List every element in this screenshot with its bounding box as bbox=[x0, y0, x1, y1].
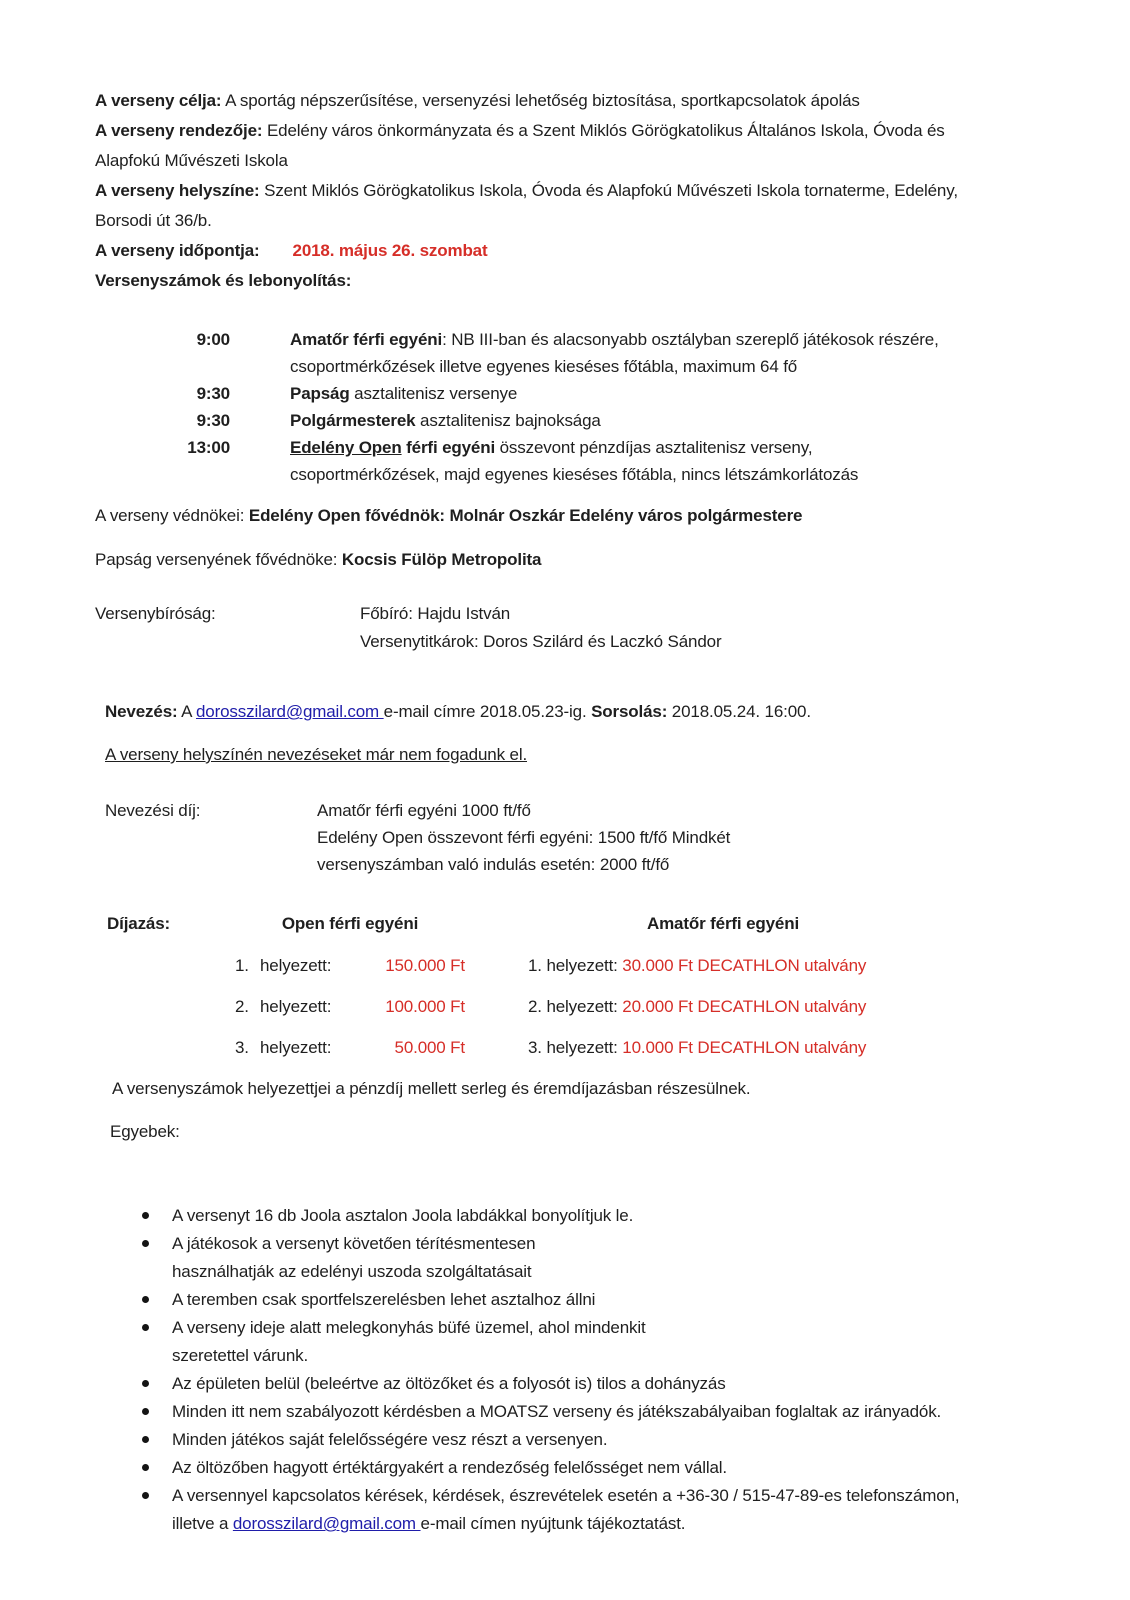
organizer-text: Edelény város önkormányzata és a Szent Miklós Görögkatolikus Általános Iskola, Óvoda és bbox=[262, 121, 945, 140]
venue-line bbox=[95, 176, 1060, 236]
bullet-icon bbox=[142, 1240, 149, 1247]
amateur-amount: 10.000 Ft DECATHLON utalvány bbox=[617, 1038, 867, 1057]
open-place-word: helyezett: bbox=[260, 1038, 332, 1057]
schedule-time: 9:00 bbox=[196, 330, 230, 349]
email-link[interactable]: dorosszilard@gmail.com bbox=[232, 1514, 421, 1533]
bullet-text2-pre: illetve a bbox=[172, 1514, 233, 1533]
organizer-line bbox=[95, 116, 1060, 176]
schedule-desc bbox=[290, 326, 1035, 380]
bullet-text2-post: e-mail címen nyújtunk tájékoztatást. bbox=[420, 1514, 686, 1533]
event-title: férfi egyéni bbox=[401, 438, 496, 457]
entry-label: Nevezés: bbox=[105, 702, 178, 721]
prize-note: A versenyszámok helyezettjei a pénzdíj mellett serleg és éremdíjazásban részesülnek. bbox=[112, 1079, 751, 1098]
schedule-section bbox=[95, 326, 1060, 488]
open-amount: 100.000 Ft bbox=[385, 997, 465, 1016]
schedule-time: 13:00 bbox=[187, 438, 230, 457]
jury-secretaries: Versenytitkárok: Doros Szilárd és Laczkó Sándor bbox=[360, 632, 722, 651]
email-link[interactable]: dorosszilard@gmail.com bbox=[195, 702, 384, 721]
amateur-prize bbox=[528, 1034, 866, 1062]
amateur-amount: 30.000 Ft DECATHLON utalvány bbox=[617, 956, 867, 975]
amateur-column-header: Amatőr férfi egyéni bbox=[646, 914, 800, 933]
event-title: Amatőr férfi egyéni bbox=[290, 330, 443, 349]
prize-row bbox=[95, 993, 1060, 1021]
bullet-item bbox=[95, 1286, 1060, 1314]
bullet-item bbox=[95, 1202, 1060, 1230]
open-place-word: helyezett: bbox=[260, 956, 332, 975]
bullet-icon bbox=[142, 1380, 149, 1387]
bullet-icon bbox=[142, 1464, 149, 1471]
bullet-item bbox=[95, 1482, 1060, 1538]
bullet-icon bbox=[142, 1212, 149, 1219]
fee-line: versenyszámban való indulás esetén: 2000 ft/fő bbox=[317, 855, 670, 874]
date-line bbox=[95, 236, 1060, 266]
event-text: összevont pénzdíjas asztalitenisz verseny, bbox=[495, 438, 813, 457]
organizer-label: A verseny rendezője: bbox=[95, 121, 263, 140]
bullet-text: A teremben csak sportfelszerelésben lehet asztalhoz állni bbox=[172, 1290, 596, 1309]
amateur-place-label: 1. helyezett: bbox=[528, 956, 618, 975]
bullet-text: Az épületen belül (beleértve az öltözőket és a folyosót is) tilos a dohányzás bbox=[172, 1374, 726, 1393]
bullet-icon bbox=[142, 1436, 149, 1443]
bullet-text: A versenyt 16 db Joola asztalon Joola labdákkal bonyolítjuk le. bbox=[172, 1206, 634, 1225]
draw-value: 2018.05.24. 16:00. bbox=[667, 702, 811, 721]
event-text: asztalitenisz versenye bbox=[349, 384, 518, 403]
bullet-icon bbox=[142, 1408, 149, 1415]
open-amount: 50.000 Ft bbox=[394, 1038, 465, 1057]
amateur-prize bbox=[528, 952, 866, 980]
venue-text2: Borsodi út 36/b. bbox=[95, 211, 212, 230]
jury-section bbox=[95, 600, 1060, 656]
other-heading: Egyebek: bbox=[110, 1122, 180, 1141]
fees-label: Nevezési díj: bbox=[105, 801, 201, 820]
schedule-row bbox=[95, 407, 1060, 434]
bullet-text: A játékosok a versenyt követően térítésmentesen bbox=[172, 1234, 536, 1253]
open-place: 3. bbox=[235, 1038, 249, 1057]
intro-section bbox=[95, 86, 1060, 296]
bullet-icon bbox=[142, 1324, 149, 1331]
bullet-item bbox=[95, 1230, 1060, 1286]
fees-section bbox=[95, 797, 1060, 878]
bullet-text: Minden itt nem szabályozott kérdésben a MOATSZ verseny és játékszabályaiban foglaltak az irányadók. bbox=[172, 1402, 942, 1421]
patron-clergy-line bbox=[95, 546, 1060, 574]
entry-line bbox=[105, 698, 1060, 726]
jury-members bbox=[360, 600, 721, 656]
amateur-amount: 20.000 Ft DECATHLON utalvány bbox=[617, 997, 867, 1016]
bullet-item bbox=[95, 1454, 1060, 1482]
venue-text: Szent Miklós Görögkatolikus Iskola, Óvoda és Alapfokú Művészeti Iskola tornaterme, Edelény, bbox=[259, 181, 958, 200]
schedule-time: 9:30 bbox=[196, 411, 230, 430]
event-title: Papság bbox=[290, 384, 350, 403]
patron-clergy-label: Papság versenyének fővédnöke: bbox=[95, 550, 342, 569]
patron-clergy-value: Kocsis Fülöp Metropolita bbox=[341, 550, 542, 569]
open-place: 1. bbox=[235, 956, 249, 975]
prizes-label: Díjazás: bbox=[107, 914, 171, 933]
bullet-icon bbox=[142, 1296, 149, 1303]
bullet-item bbox=[95, 1314, 1060, 1370]
patron-main-value: Edelény Open fővédnök: Molnár Oszkár Edelény város polgármestere bbox=[248, 506, 803, 525]
organizer-text2: Alapfokú Művészeti Iskola bbox=[95, 151, 288, 170]
bullet-item bbox=[95, 1370, 1060, 1398]
bullet-text: Az öltözőben hagyott értéktárgyakért a rendezőség felelősséget nem vállal. bbox=[172, 1458, 727, 1477]
schedule-desc bbox=[290, 407, 1035, 434]
open-place: 2. bbox=[235, 997, 249, 1016]
jury-label: Versenybíróság: bbox=[95, 604, 216, 623]
venue-label: A verseny helyszíne: bbox=[95, 181, 260, 200]
events-heading: Versenyszámok és lebonyolítás: bbox=[95, 271, 352, 290]
amateur-place-label: 2. helyezett: bbox=[528, 997, 618, 1016]
bullet-text2: szeretettel várunk. bbox=[172, 1346, 309, 1365]
event-text: asztalitenisz bajnoksága bbox=[415, 411, 601, 430]
event-text2: csoportmérkőzések illetve egyenes kieséses főtábla, maximum 64 fő bbox=[290, 357, 798, 376]
bullet-text: Minden játékos saját felelősségére vesz részt a versenyen. bbox=[172, 1430, 608, 1449]
entry-pre: A bbox=[177, 702, 196, 721]
jury-referee: Főbíró: Hajdu István bbox=[360, 604, 511, 623]
open-place-word: helyezett: bbox=[260, 997, 332, 1016]
entry-mid: e-mail címre 2018.05.23-ig. bbox=[383, 702, 592, 721]
event-title-underlined: Edelény Open bbox=[290, 438, 402, 457]
date-label: A verseny időpontja: bbox=[95, 241, 260, 260]
bullet-item bbox=[95, 1426, 1060, 1454]
patron-main-label: A verseny védnökei: bbox=[95, 506, 249, 525]
event-text: : NB III-ban és alacsonyabb osztályban szereplő játékosok részére, bbox=[442, 330, 939, 349]
goal-line bbox=[95, 86, 1060, 116]
schedule-desc bbox=[290, 434, 1035, 488]
draw-label: Sorsolás: bbox=[591, 702, 668, 721]
amateur-prize bbox=[528, 993, 866, 1021]
schedule-desc bbox=[290, 380, 1035, 407]
bullet-text: A versennyel kapcsolatos kérések, kérdések, észrevételek esetén a +36-30 / 515-47-89-es telefonszámon, bbox=[172, 1486, 960, 1505]
prize-row bbox=[95, 952, 1060, 980]
fee-line: Amatőr férfi egyéni 1000 ft/fő bbox=[317, 801, 531, 820]
prize-header-row bbox=[95, 910, 1060, 938]
event-title: Polgármesterek bbox=[290, 411, 416, 430]
bullet-item bbox=[95, 1398, 1060, 1426]
goal-label: A verseny célja: bbox=[95, 91, 222, 110]
schedule-row bbox=[95, 380, 1060, 407]
goal-text: A sportág népszerűsítése, versenyzési lehetőség biztosítása, sportkapcsolatok ápolás bbox=[221, 91, 860, 110]
event-text2: csoportmérkőzések, majd egyenes kieséses főtábla, nincs létszámkorlátozás bbox=[290, 465, 859, 484]
prize-row bbox=[95, 1034, 1060, 1062]
amateur-place-label: 3. helyezett: bbox=[528, 1038, 618, 1057]
open-amount: 150.000 Ft bbox=[385, 956, 465, 975]
schedule-row bbox=[95, 326, 1060, 380]
schedule-time: 9:30 bbox=[196, 384, 230, 403]
schedule-row bbox=[95, 434, 1060, 488]
fees-values bbox=[317, 797, 730, 878]
bullet-text2: használhatják az edelényi uszoda szolgáltatásait bbox=[172, 1262, 532, 1281]
patron-main-line bbox=[95, 502, 1060, 530]
fee-line: Edelény Open összevont férfi egyéni: 1500 ft/fő Mindkét bbox=[317, 828, 731, 847]
entry-notice: A verseny helyszínén nevezéseket már nem fogadunk el. bbox=[105, 745, 528, 764]
other-bullet-list bbox=[95, 1202, 1060, 1538]
bullet-icon bbox=[142, 1492, 149, 1499]
date-value: 2018. május 26. szombat bbox=[292, 241, 488, 260]
bullet-text: A verseny ideje alatt melegkonyhás büfé üzemel, ahol mindenkit bbox=[172, 1318, 646, 1337]
open-column-header: Open férfi egyéni bbox=[281, 914, 419, 933]
